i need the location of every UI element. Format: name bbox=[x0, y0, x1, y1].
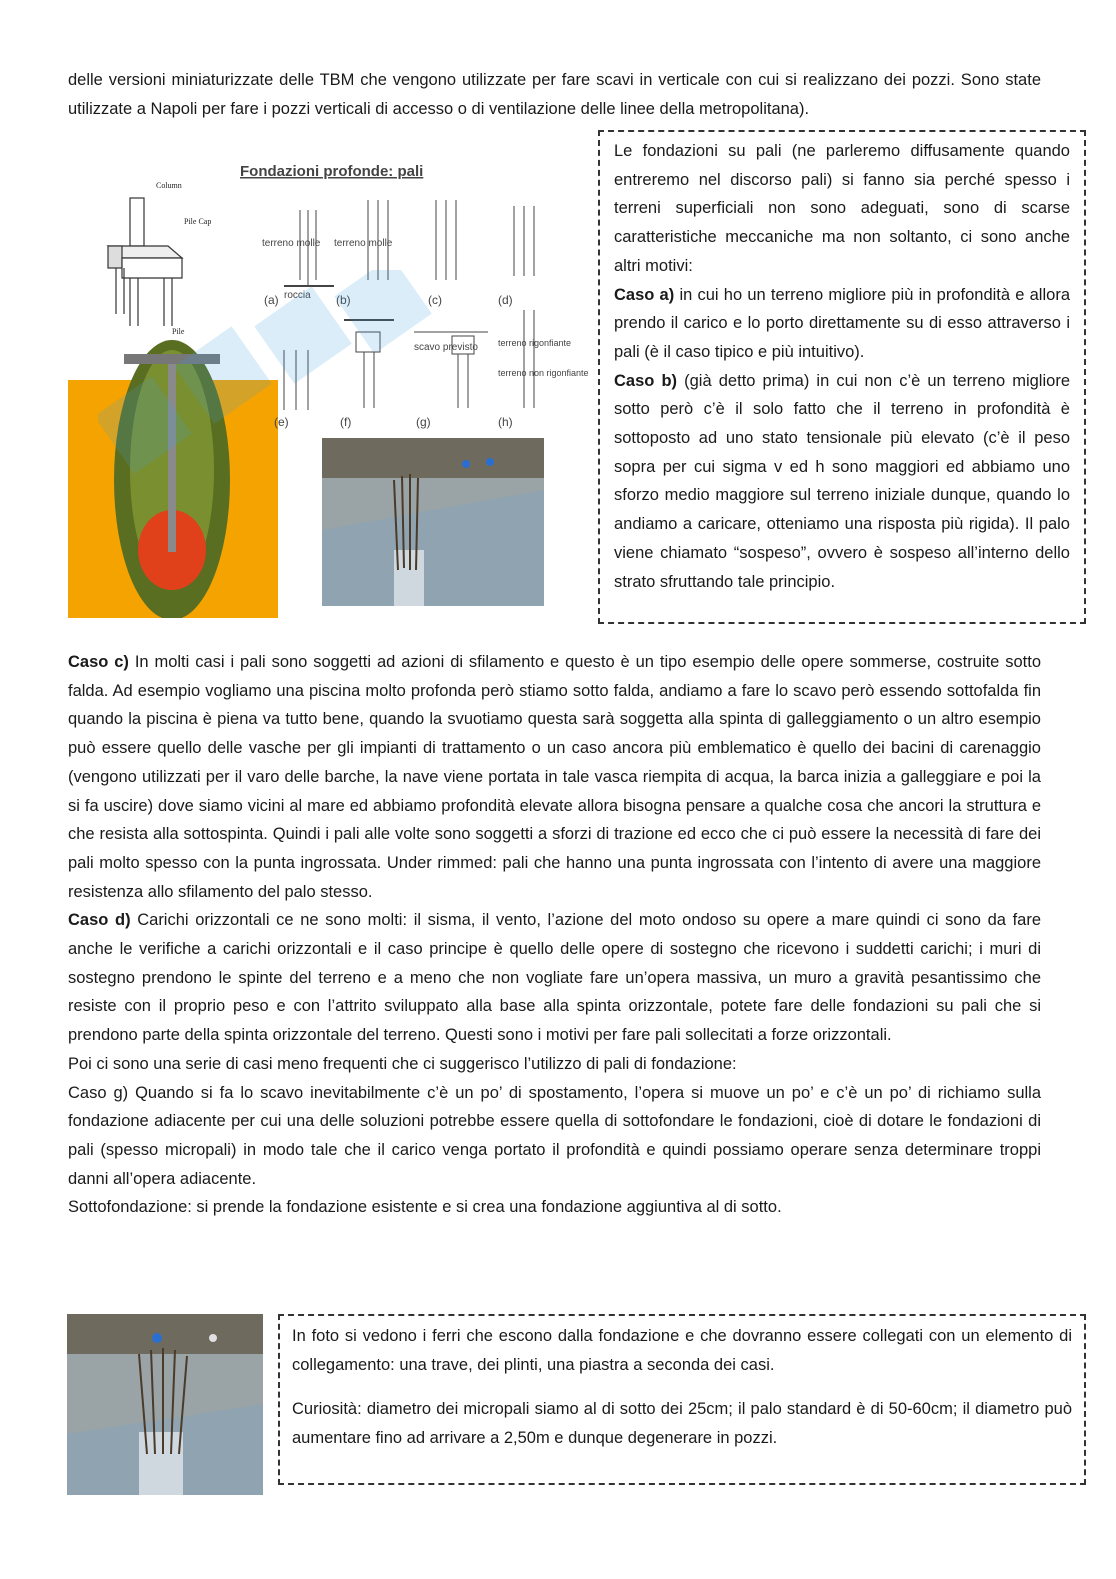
bulb-pile-drawing bbox=[68, 340, 278, 618]
pile-cap-drawing bbox=[108, 198, 182, 326]
case-a-paragraph bbox=[614, 281, 1070, 367]
label-soft1: terreno molle bbox=[262, 238, 321, 249]
sottofondazione-paragraph: Sottofondazione: si prende la fondazione esistente e si crea una fondazione aggiuntiva al di sotto. bbox=[68, 1198, 782, 1217]
case-label-g: (g) bbox=[416, 415, 431, 429]
case-d-paragraph bbox=[68, 906, 1041, 1050]
main-body bbox=[68, 648, 1041, 1222]
label-soft2: terreno molle bbox=[334, 238, 393, 249]
label-nonswelling: terreno non rigonfiante bbox=[498, 368, 588, 378]
figure-title: Fondazioni profonde: pali bbox=[240, 163, 424, 180]
case-label-e: (e) bbox=[274, 415, 289, 429]
box1-intro: Le fondazioni su pali (ne parleremo diffusamente quando entreremo nel discorso pali) si fanno sia perché spesso i terreni superficiali non sono adeguati, sono di scarse caratteristiche meccaniche ma non soltanto, ci sono anche altri motivi: bbox=[614, 142, 1070, 275]
case-label-a: (a) bbox=[264, 293, 279, 307]
case-label-c: (c) bbox=[428, 293, 442, 307]
micropile-photo bbox=[67, 1314, 263, 1495]
pile-reasons-box bbox=[598, 130, 1086, 624]
case-b-text: (già detto prima) in cui non c’è un terreno migliore sotto però c’è il solo fatto che il terreno in profondità è sottoposto ad uno stato tensionale più elevato (c’è il peso sopra per cui sigma v ed h sono maggiori ed abbiamo uno sforzo medio maggiore sul terreno iniziale dunque, quando lo andiamo a caricare, otteniamo una risposta più rigida). Il palo viene chiamato “sospeso”, ovvero è sospeso all’interno dello strato sfruttando tale principio. bbox=[614, 371, 1070, 591]
case-d-text: Carichi orizzontali ce ne sono molti: il sisma, il vento, l’azione del moto ondoso su opere a mare quindi ci sono da fare anche le verifiche a carichi orizzontali e il caso principe è quello delle opere di sostegno che ricevono i suddetti carichi; i muri di sostegno prendono le spinte del terreno e a meno che non vogliate fare un’opera massiva, un muro a gravità pesantissimo che resiste con il proprio peso e con l’attrito sviluppato alla base alla spinta orizzontale, potete fare delle fondazioni su pali che si prendono parte della spinta orizzontale del terreno. Questi sono i motivi per fare pali sollecitati a forze orizzontali. bbox=[68, 911, 1041, 1045]
case-label-b: (b) bbox=[336, 293, 351, 307]
photo-caption-box bbox=[278, 1314, 1086, 1485]
site-photo bbox=[322, 438, 544, 606]
pile-figure bbox=[68, 150, 588, 618]
case-c-paragraph bbox=[68, 648, 1041, 906]
label-rock: roccia bbox=[284, 290, 311, 301]
case-b-label: Caso b) bbox=[614, 371, 678, 390]
case-b-paragraph bbox=[614, 367, 1070, 597]
case-c-label: Caso c) bbox=[68, 653, 129, 671]
case-d-label: Caso d) bbox=[68, 911, 131, 930]
label-pile: Pile bbox=[172, 327, 185, 336]
label-column: Column bbox=[156, 181, 182, 190]
case-diagrams bbox=[284, 200, 534, 410]
pile-illustration bbox=[68, 150, 588, 618]
case-label-f: (f) bbox=[340, 415, 352, 429]
curiosity-text: Curiosità: diametro dei micropali siamo al di sotto dei 25cm; il palo standard è di 50-60cm; il diametro può aumentare fino ad arrivare a 2,50m e dunque degenerare in pozzi. bbox=[292, 1400, 1072, 1448]
micropile-photo-image bbox=[67, 1314, 263, 1495]
case-label-d: (d) bbox=[498, 293, 513, 307]
label-swelling: terreno rigonfiante bbox=[498, 338, 572, 348]
intro-text: delle versioni miniaturizzate delle TBM che vengono utilizzate per fare scavi in verticale con cui si realizzano dei pozzi. Sono state utilizzate a Napoli per fare i pozzi verticali di accesso o di ventilazione delle linee della metropolitana). bbox=[68, 71, 1041, 118]
case-a-label: Caso a) bbox=[614, 285, 675, 304]
photo-caption-text: In foto si vedono i ferri che escono dalla fondazione e che dovranno essere collegati con un elemento di collegamento: una trave, dei plinti, una piastra a seconda dei casi. bbox=[292, 1327, 1072, 1374]
case-a-text: in cui ho un terreno migliore più in profondità e allora prendo il carico e lo porto direttamente su di esso attraverso i pali (è il caso tipico e più intuitivo). bbox=[614, 285, 1070, 361]
intro-paragraph bbox=[68, 66, 1041, 123]
case-g-paragraph: Caso g) Quando si fa lo scavo inevitabilmente c’è un po’ di spostamento, l’opera si muove un po’ e c’è un po’ di richiamo sulla fondazione adiacente per cui una delle soluzioni potrebbe essere quella di sottofondare le fondazioni, cioè di dotare le fondazioni di pali (spesso micropali) in modo tale che il carico venga portato il profondità e quindi possiamo operare senza determinare troppi danni all’opera adiacente. bbox=[68, 1083, 1041, 1188]
other-cases-paragraph: Poi ci sono una serie di casi meno frequenti che ci suggerisco l’utilizzo di pali di fondazione: bbox=[68, 1054, 737, 1073]
label-pile-cap: Pile Cap bbox=[184, 217, 212, 226]
case-label-h: (h) bbox=[498, 415, 513, 429]
case-c-text: In molti casi i pali sono soggetti ad azioni di sfilamento e questo è un tipo esempio delle opere sommerse, costruite sotto falda. Ad esempio vogliamo una piscina molto profonda però stiamo sotto falda, andiamo a fare lo scavo però essendo sottofalda fin quando la piscina è piena va tutto bene, quando la svuotiamo questa sarà soggetta alla spinta di galleggiamento o un altro esempio può essere quello delle vasche per gli impianti di trattamento o un caso ancora più emblematico è quello dei bacini di carenaggio (vengono utilizzati per il varo delle barche, la nave viene portata in tale vasca riempita di acqua, la barca inizia a galleggiare e poi la si fa uscire) dove siamo vicini al mare ed abbiamo profondità elevate allora bisogna pensare a qualche cosa che ancori la struttura e che resista alla sottospinta. Quindi i pali alle volte sono soggetti a sforzi di trazione ed ecco che ci può essere la necessità di fare dei pali molto spesso con la punta ingrossata. Under rimmed: pali che hanno una punta ingrossata con l’intento di avere una maggiore resistenza allo sfilamento del palo stesso. bbox=[68, 653, 1041, 901]
label-dig: scavo previsto bbox=[414, 342, 478, 353]
